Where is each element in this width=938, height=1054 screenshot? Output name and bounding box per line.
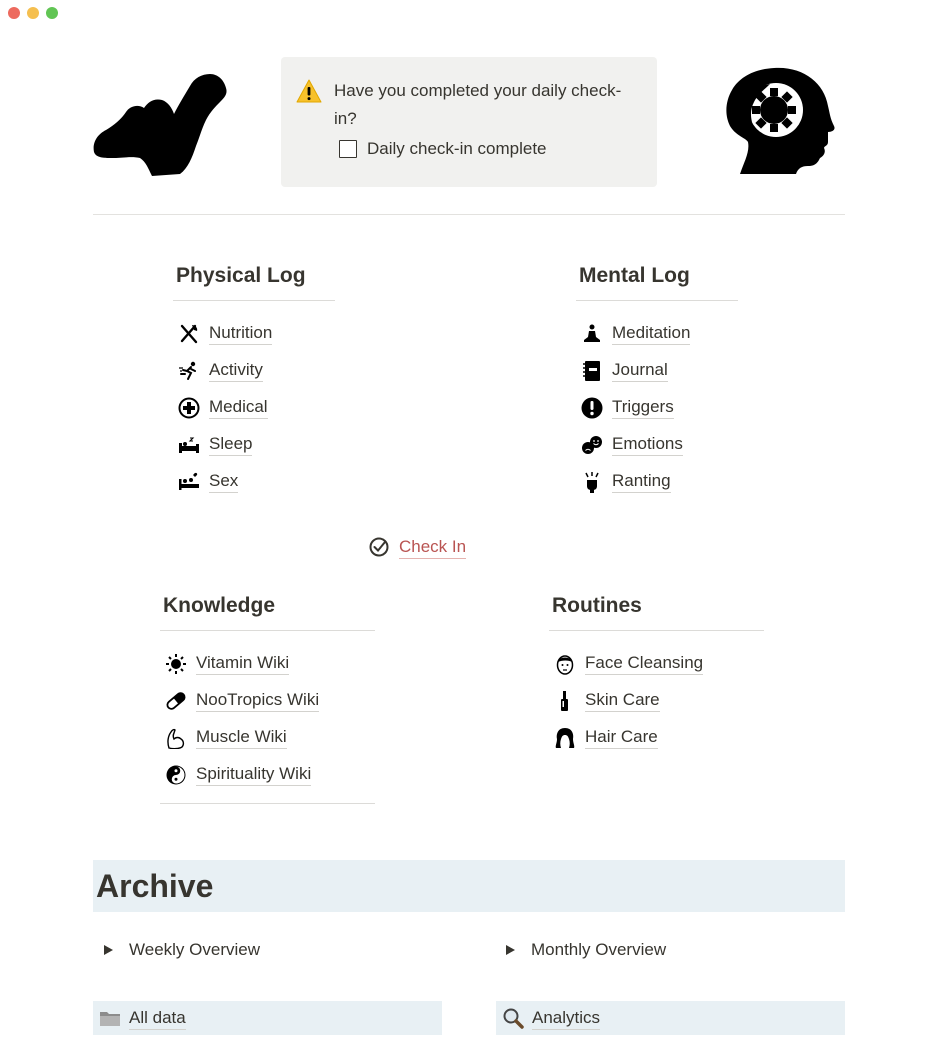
all-data-database[interactable] [93, 1001, 442, 1035]
fist-icon [580, 470, 604, 494]
close-window-button[interactable] [8, 7, 20, 19]
routines-section [549, 594, 764, 756]
meditation-icon [580, 322, 604, 346]
knowledge-item-muscle[interactable] [160, 719, 375, 756]
exclamation-icon [580, 396, 604, 420]
bed-icon [177, 433, 201, 457]
knowledge-item-vitamin[interactable] [160, 645, 375, 682]
check-in-label[interactable]: Check In [399, 536, 466, 559]
routines-label[interactable]: Face Cleansing [585, 652, 703, 675]
mental-log-label[interactable]: Journal [612, 359, 668, 382]
knowledge-item-spirituality[interactable] [160, 756, 375, 793]
knowledge-label[interactable]: Vitamin Wiki [196, 652, 289, 675]
yin-yang-icon [164, 763, 188, 787]
database-label[interactable]: All data [129, 1007, 186, 1030]
physical-log-section [173, 264, 335, 500]
notebook-icon [580, 359, 604, 383]
routines-label[interactable]: Skin Care [585, 689, 660, 712]
toggle-triangle-icon[interactable] [104, 945, 113, 955]
archive-heading: Archive [96, 868, 214, 904]
magnifier-icon [501, 1006, 525, 1030]
physical-log-label[interactable]: Activity [209, 359, 263, 382]
mental-log-item-ranting[interactable] [576, 463, 738, 500]
knowledge-label[interactable]: Spirituality Wiki [196, 763, 311, 786]
mental-log-item-triggers[interactable] [576, 389, 738, 426]
weekly-overview-toggle[interactable] [100, 940, 260, 960]
toggle-label: Monthly Overview [531, 940, 667, 959]
database-label[interactable]: Analytics [532, 1007, 600, 1030]
muscle-arm-icon [164, 726, 188, 750]
callout-text: Have you completed your daily check-in? [334, 81, 622, 128]
analytics-database[interactable] [496, 1001, 845, 1035]
physical-log-item-activity[interactable] [173, 352, 335, 389]
mental-log-label[interactable]: Triggers [612, 396, 674, 419]
physical-log-item-sex[interactable] [173, 463, 335, 500]
archive-header [93, 860, 845, 912]
knowledge-label[interactable]: Muscle Wiki [196, 726, 287, 749]
header-divider [93, 214, 845, 215]
check-in-link[interactable] [367, 535, 466, 559]
physical-log-label[interactable]: Nutrition [209, 322, 272, 345]
routines-item-face-cleansing[interactable] [549, 645, 764, 682]
routines-item-skin-care[interactable] [549, 682, 764, 719]
routines-heading: Routines [549, 594, 764, 631]
physical-log-item-sleep[interactable] [173, 426, 335, 463]
zoom-window-button[interactable] [46, 7, 58, 19]
knowledge-item-nootropics[interactable] [160, 682, 375, 719]
knowledge-label[interactable]: NooTropics Wiki [196, 689, 319, 712]
physical-log-label[interactable]: Sex [209, 470, 238, 493]
physical-log-label[interactable]: Medical [209, 396, 268, 419]
daily-check-in-callout [281, 57, 657, 187]
mental-log-label[interactable]: Ranting [612, 470, 671, 493]
todo-label: Daily check-in complete [367, 139, 547, 158]
mental-log-heading: Mental Log [576, 264, 738, 301]
sun-icon [164, 652, 188, 676]
routines-label[interactable]: Hair Care [585, 726, 658, 749]
fork-knife-icon [177, 322, 201, 346]
mental-log-item-meditation[interactable] [576, 315, 738, 352]
physical-log-item-medical[interactable] [173, 389, 335, 426]
knowledge-section [160, 594, 375, 804]
mental-log-label[interactable]: Meditation [612, 322, 690, 345]
physical-log-heading: Physical Log [173, 264, 335, 301]
minimize-window-button[interactable] [27, 7, 39, 19]
window-controls [8, 7, 58, 19]
todo-checkbox[interactable] [339, 140, 357, 158]
mental-log-section [576, 264, 738, 500]
toggle-label: Weekly Overview [129, 940, 260, 959]
flexing-muscle-icon [92, 72, 232, 178]
knowledge-heading: Knowledge [160, 594, 375, 631]
routines-item-hair-care[interactable] [549, 719, 764, 756]
couple-bed-icon [177, 470, 201, 494]
medical-cross-icon [177, 396, 201, 420]
mental-log-item-emotions[interactable] [576, 426, 738, 463]
toggle-triangle-icon[interactable] [506, 945, 515, 955]
mental-log-label[interactable]: Emotions [612, 433, 683, 456]
daily-check-in-todo[interactable] [339, 139, 547, 159]
face-icon [553, 652, 577, 676]
check-circle-icon [367, 535, 391, 559]
hair-icon [553, 726, 577, 750]
bottle-icon [553, 689, 577, 713]
warning-icon [296, 79, 322, 103]
physical-log-label[interactable]: Sleep [209, 433, 252, 456]
mind-gear-head-icon [724, 66, 836, 176]
monthly-overview-toggle[interactable] [502, 940, 666, 960]
emotions-icon [580, 433, 604, 457]
mental-log-item-journal[interactable] [576, 352, 738, 389]
pill-icon [164, 689, 188, 713]
physical-log-item-nutrition[interactable] [173, 315, 335, 352]
runner-icon [177, 359, 201, 383]
folder-icon [98, 1006, 122, 1030]
